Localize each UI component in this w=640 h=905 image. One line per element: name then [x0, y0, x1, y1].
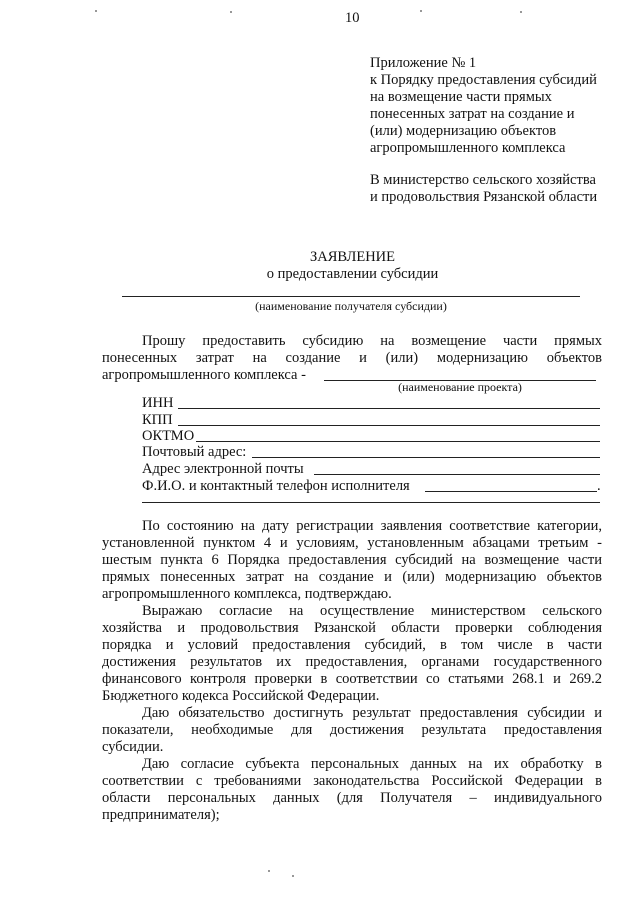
- email-field-line: [314, 474, 600, 475]
- extra-field-line: [142, 502, 600, 503]
- oktmo-label: ОКТМО: [142, 428, 195, 444]
- paragraph-line: Выражаю согласие на осуществление министерством сельского: [142, 603, 602, 619]
- paragraph-line: финансового контроля проверки в соответствии со статьями 268.1 и 269.2: [102, 671, 602, 687]
- request-line: понесенных затрат на создание и (или) модернизацию объектов: [102, 350, 602, 366]
- document-title: ЗАЯВЛЕНИЕ: [309, 249, 396, 265]
- paragraph-line: хозяйства и продовольствия Рязанской области проверки соблюдения: [102, 620, 602, 636]
- postal-address-label: Почтовый адрес:: [142, 444, 247, 460]
- paragraph-line: предпринимателя);: [102, 807, 220, 823]
- paragraph-line: области персональных данных (для Получателя – индивидуального: [102, 790, 602, 806]
- scan-speck: [230, 11, 232, 13]
- paragraph-line: достижения результатов их предоставления, органами государственного: [102, 654, 602, 670]
- scan-speck: [268, 870, 270, 872]
- appendix-line: к Порядку предоставления субсидий: [370, 72, 597, 88]
- paragraph-line: агропромышленного комплекса, подтверждаю.: [102, 586, 392, 602]
- paragraph-line: соответствии с требованиями законодательства Российской Федерации в: [102, 773, 602, 789]
- appendix-line: (или) модернизацию объектов: [370, 123, 557, 139]
- contact-end: .: [597, 478, 601, 494]
- postal-address-field-line: [252, 457, 600, 458]
- scan-speck: [292, 875, 294, 877]
- page-number: 10: [345, 10, 360, 26]
- scan-speck: [95, 10, 97, 12]
- paragraph-line: Даю обязательство достигнуть результат предоставления субсидии и: [142, 705, 602, 721]
- paragraph-line: Бюджетного кодекса Российской Федерации.: [102, 688, 380, 704]
- recipient-name-line: [122, 296, 580, 297]
- appendix-line: понесенных затрат на создание и: [370, 106, 575, 122]
- paragraph-line: порядка и условий предоставления субсидий, в том числе в части: [102, 637, 602, 653]
- recipient-hint: (наименование получателя субсидии): [255, 299, 447, 313]
- contact-label: Ф.И.О. и контактный телефон исполнителя: [142, 478, 410, 494]
- paragraph-line: шестым пункта 6 Порядка предоставления субсидий на возмещение части: [102, 552, 602, 568]
- scan-speck: [420, 10, 422, 12]
- contact-field-line: [425, 491, 597, 492]
- appendix-title: Приложение № 1: [370, 55, 477, 71]
- appendix-line: на возмещение части прямых: [370, 89, 552, 105]
- request-line: Прошу предоставить субсидию на возмещение части прямых: [142, 333, 602, 349]
- kpp-field-line: [178, 425, 600, 426]
- kpp-label: КПП: [142, 412, 173, 428]
- addressee-line: и продовольствия Рязанской области: [370, 189, 598, 205]
- paragraph-line: показатели, необходимые для достижения результата предоставления: [102, 722, 602, 738]
- paragraph-line: субсидии.: [102, 739, 164, 755]
- paragraph-line: установленной пунктом 4 и условиям, установленным абзацами третьим -: [102, 535, 602, 551]
- project-hint: (наименование проекта): [398, 380, 522, 394]
- paragraph-line: прямых понесенных затрат на создание и (или) модернизацию объектов: [102, 569, 602, 585]
- document-subtitle: о предоставлении субсидии: [266, 266, 439, 282]
- paragraph-line: По состоянию на дату регистрации заявления соответствие категории,: [142, 518, 602, 534]
- oktmo-field-line: [196, 441, 600, 442]
- inn-label: ИНН: [142, 395, 174, 411]
- paragraph-line: Даю согласие субъекта персональных данных на их обработку в: [142, 756, 602, 772]
- inn-field-line: [178, 408, 600, 409]
- email-label: Адрес электронной почты: [142, 461, 304, 477]
- appendix-line: агропромышленного комплекса: [370, 140, 566, 156]
- scan-speck: [520, 11, 522, 13]
- addressee-line: В министерство сельского хозяйства: [370, 172, 596, 188]
- request-line: агропромышленного комплекса -: [102, 367, 306, 383]
